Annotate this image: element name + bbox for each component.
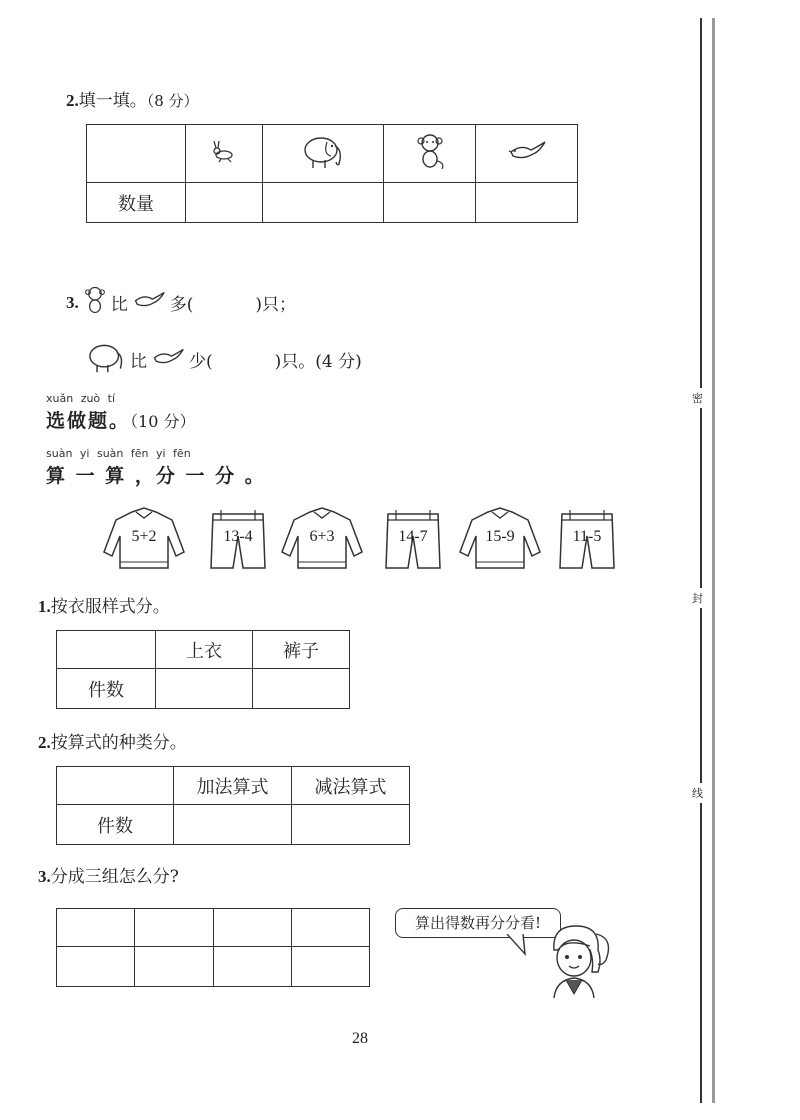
jacket-6-plus-3: 6+3 bbox=[280, 506, 364, 572]
section-subtitle: 算 一 算 ，分 一 分 。 bbox=[46, 465, 266, 487]
answer-cell[interactable] bbox=[291, 947, 369, 987]
answer-cell[interactable] bbox=[291, 909, 369, 947]
question-3-line2: 比 少( )只。(4 分) bbox=[84, 340, 362, 379]
equation-type-table bbox=[56, 766, 410, 845]
row-label-count: 件数 bbox=[57, 669, 156, 709]
answer-cell[interactable] bbox=[186, 183, 263, 223]
pants-11-minus-5: 11-5 bbox=[556, 506, 618, 572]
row-label-count: 件数 bbox=[57, 805, 174, 845]
answer-cell[interactable] bbox=[156, 669, 253, 709]
answer-cell[interactable] bbox=[213, 947, 291, 987]
jacket-5-plus-2: 5+2 bbox=[102, 506, 186, 572]
bubble-tail bbox=[505, 934, 535, 956]
col-header-pants: 裤子 bbox=[253, 631, 350, 669]
animal-count-table bbox=[86, 124, 578, 223]
answer-cell[interactable] bbox=[292, 805, 410, 845]
pinyin-suanyisuan: suàn yi suàn fēn yi fēn bbox=[46, 447, 191, 460]
answer-cell[interactable] bbox=[253, 669, 350, 709]
answer-cell[interactable] bbox=[135, 947, 213, 987]
bird-icon bbox=[151, 346, 185, 373]
pants-13-minus-4: 13-4 bbox=[207, 506, 269, 572]
bird-icon bbox=[476, 125, 578, 183]
answer-cell[interactable] bbox=[135, 909, 213, 947]
side-char-feng: 封 bbox=[692, 588, 703, 608]
monkey-icon bbox=[81, 284, 109, 321]
girl-illustration-icon bbox=[540, 920, 618, 998]
question-2-title: 2.填一填。（8 分） bbox=[66, 91, 199, 111]
side-char-xian: 线 bbox=[692, 783, 703, 803]
answer-cell[interactable] bbox=[57, 909, 135, 947]
elephant-icon bbox=[84, 340, 128, 379]
row-label-quantity: 数量 bbox=[87, 183, 186, 223]
col-header-tops: 上衣 bbox=[156, 631, 253, 669]
side-char-mi: 密 bbox=[692, 388, 703, 408]
question-3-line1: 3. 比 多( )只； bbox=[66, 284, 296, 321]
col-header-subtraction: 减法算式 bbox=[292, 767, 410, 805]
page-number: 28 bbox=[352, 1030, 368, 1047]
answer-cell[interactable] bbox=[262, 183, 384, 223]
answer-cell[interactable] bbox=[213, 909, 291, 947]
jacket-15-minus-9: 15-9 bbox=[458, 506, 542, 572]
answer-cell[interactable] bbox=[57, 947, 135, 987]
part-1-title: 1.按衣服样式分。 bbox=[38, 597, 170, 617]
elephant-icon bbox=[262, 125, 384, 183]
binding-line-thick bbox=[700, 18, 702, 1103]
answer-cell[interactable] bbox=[476, 183, 578, 223]
answer-cell[interactable] bbox=[174, 805, 292, 845]
speech-bubble: 算出得数再分分看! bbox=[395, 908, 561, 938]
section-title: 选做题。（10 分） bbox=[46, 410, 196, 432]
binding-line-thin bbox=[712, 18, 715, 1103]
part-2-title: 2.按算式的种类分。 bbox=[38, 733, 187, 753]
clothing-type-table bbox=[56, 630, 350, 709]
rabbit-icon bbox=[186, 125, 263, 183]
bird-icon bbox=[132, 289, 166, 316]
pinyin-xuanzuoti: xuǎn zuò tí bbox=[46, 392, 116, 405]
monkey-icon bbox=[384, 125, 476, 183]
three-groups-table bbox=[56, 908, 370, 987]
pants-14-minus-7: 14-7 bbox=[382, 506, 444, 572]
answer-cell[interactable] bbox=[384, 183, 476, 223]
part-3-title: 3.分成三组怎么分? bbox=[38, 867, 179, 887]
col-header-addition: 加法算式 bbox=[174, 767, 292, 805]
